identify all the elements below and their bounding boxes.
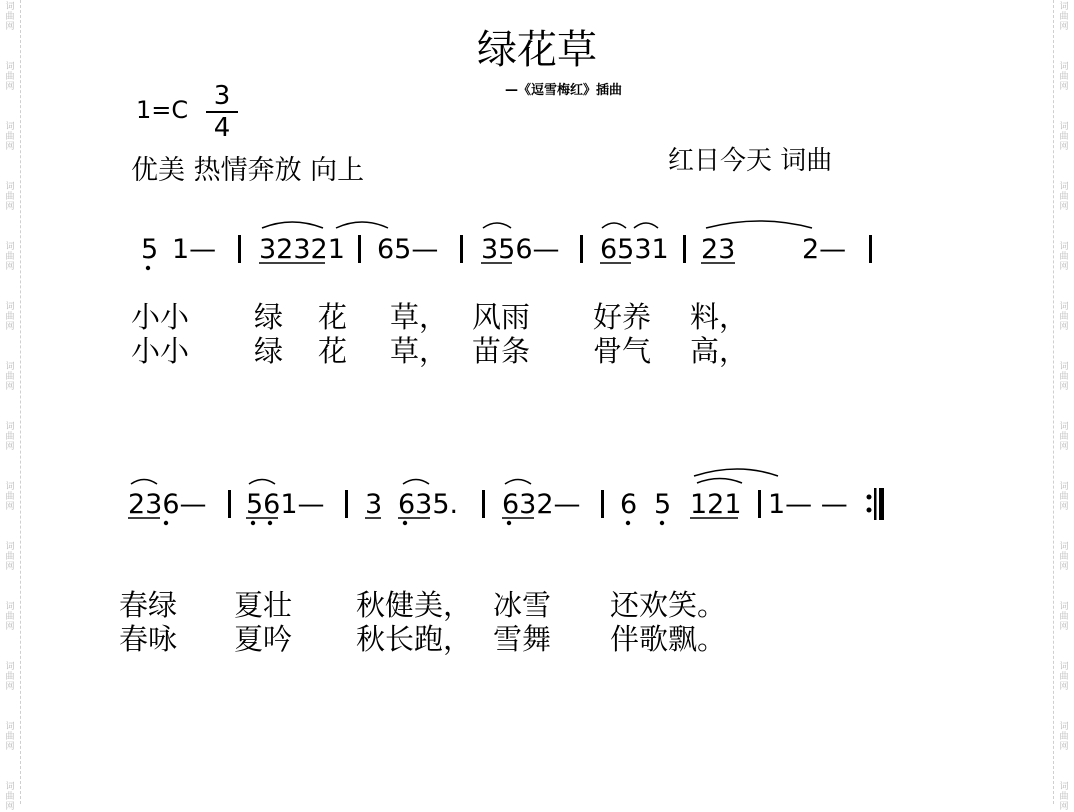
lyric-word: 春绿 [119,588,178,622]
watermark-stamp: 词 曲 网 [5,2,15,32]
bar-line [345,490,348,518]
bar-line [358,235,361,263]
note: 5 [654,489,672,520]
slur [505,480,531,485]
watermark-stamp: 词 曲 网 [5,542,15,572]
lyric-word: 风雨 [472,300,531,334]
watermark-stamp: 词 曲 网 [1059,422,1069,452]
watermark-stamp: 词 曲 网 [5,782,15,812]
watermark-stamp: 词 曲 网 [1059,62,1069,92]
note: 1— — [768,489,848,520]
note: 121 [690,489,742,520]
watermark-stamp: 词 曲 网 [1059,722,1069,752]
watermark-stamp: 词 曲 网 [5,602,15,632]
low-octave-dot [403,521,407,525]
tie [694,469,778,476]
watermark-stamp: 词 曲 网 [5,62,15,92]
bar-line [238,235,241,263]
lyric-word: 绿 [254,334,284,368]
lyric-word: 花 [318,334,348,368]
bar-line [869,235,872,263]
lyric-word: 还欢笑。 [610,588,727,622]
lyric-word: 夏壮 [234,588,293,622]
slur [249,480,275,485]
song-title: 绿花草 [477,27,597,73]
slur [262,222,323,228]
note-group: 32321 [259,234,345,265]
lyric-word: 夏吟 [234,622,293,656]
slur [602,223,626,228]
lyric-word: 草， [390,300,449,334]
bar-line [683,235,686,263]
watermark-stamp: 词 曲 网 [1059,602,1069,632]
low-octave-dot [146,266,150,270]
slur [336,222,388,228]
low-octave-dot [268,521,272,525]
lyric-word: 料， [690,300,749,334]
slur [697,479,742,484]
lyric-word: 小小 [131,300,190,334]
lyric-word: 伴歌飘。 [610,622,727,656]
low-octave-dot [164,521,168,525]
slur [634,223,658,228]
lyric-word: 骨气 [593,334,652,368]
note: 2— [802,234,847,265]
note: 561— [246,489,325,520]
lyric-word: 好养 [593,300,652,334]
note: 65— [377,234,439,265]
bar-line [460,235,463,263]
repeat-thick-bar [879,488,884,520]
watermark-stamp: 词 曲 网 [1059,182,1069,212]
bar-line [601,490,604,518]
lyric-word: 草， [390,334,449,368]
time-signature-bottom: 4 [213,113,231,143]
watermark-stamp: 词 曲 网 [1059,542,1069,572]
watermark-stamp: 词 曲 网 [5,482,15,512]
note: 6531 [600,234,669,265]
slur [131,480,157,485]
low-octave-dot [251,521,255,525]
note: 6 [620,489,638,520]
note: 5 [141,234,159,265]
watermark-stamp: 词 曲 网 [5,422,15,452]
watermark-stamp: 词 曲 网 [1059,242,1069,272]
lyric-word: 小小 [131,334,190,368]
lyric-word: 苗条 [472,334,531,368]
watermark-stamp: 词 曲 网 [1059,122,1069,152]
note: 635. [398,489,459,520]
watermark-stamp: 词 曲 网 [5,722,15,752]
tie [706,221,812,228]
note: 1— [172,234,217,265]
watermark-stamp: 词 曲 网 [5,182,15,212]
bar-line [580,235,583,263]
lyric-word: 秋长跑， [356,622,473,656]
watermark-stamp: 词 曲 网 [1059,662,1069,692]
note: 3 [365,489,383,520]
low-octave-dot [626,521,630,525]
lyric-word: 秋健美， [356,588,473,622]
time-signature-top: 3 [213,81,231,111]
bar-line [228,490,231,518]
bar-line [482,490,485,518]
note: 23 [701,234,736,265]
watermark-stamp: 词 曲 网 [5,662,15,692]
notation-row-1 [141,221,872,270]
composer-credit: 红日今天 词曲 [668,146,833,176]
watermark-stamp: 词 曲 网 [1059,362,1069,392]
lyric-word: 高， [690,334,749,368]
watermark-stamp: 词 曲 网 [1059,302,1069,332]
lyric-word: 冰雪 [493,588,552,622]
low-octave-dot [507,521,511,525]
bar-line [758,490,761,518]
slur [483,223,511,228]
repeat-dot [867,508,872,513]
watermark-stamp: 词 曲 网 [5,242,15,272]
lyric-word: 绿 [254,300,284,334]
slur [403,480,429,485]
lyric-word: 花 [318,300,348,334]
watermark-stamp: 词 曲 网 [1059,482,1069,512]
song-subtitle: —《逗雪梅红》插曲 [505,83,623,98]
watermark-stamp: 词 曲 网 [5,302,15,332]
watermark-stamp: 词 曲 网 [1059,2,1069,32]
watermark-stamp: 词 曲 网 [5,122,15,152]
lyric-word: 春咏 [119,622,178,656]
notation-row-2 [128,469,884,525]
low-octave-dot [660,521,664,525]
repeat-thin-bar [874,488,877,520]
note: 632— [502,489,581,520]
note: 236— [128,489,207,520]
watermark-stamp: 词 曲 网 [5,362,15,392]
watermark-stamp: 词 曲 网 [1059,782,1069,812]
tempo-mood-marking: 优美 热情奔放 向上 [131,155,365,186]
note: 356— [481,234,560,265]
key-signature: 1=C [136,96,189,124]
repeat-dot [867,495,872,500]
lyric-word: 雪舞 [493,622,552,656]
